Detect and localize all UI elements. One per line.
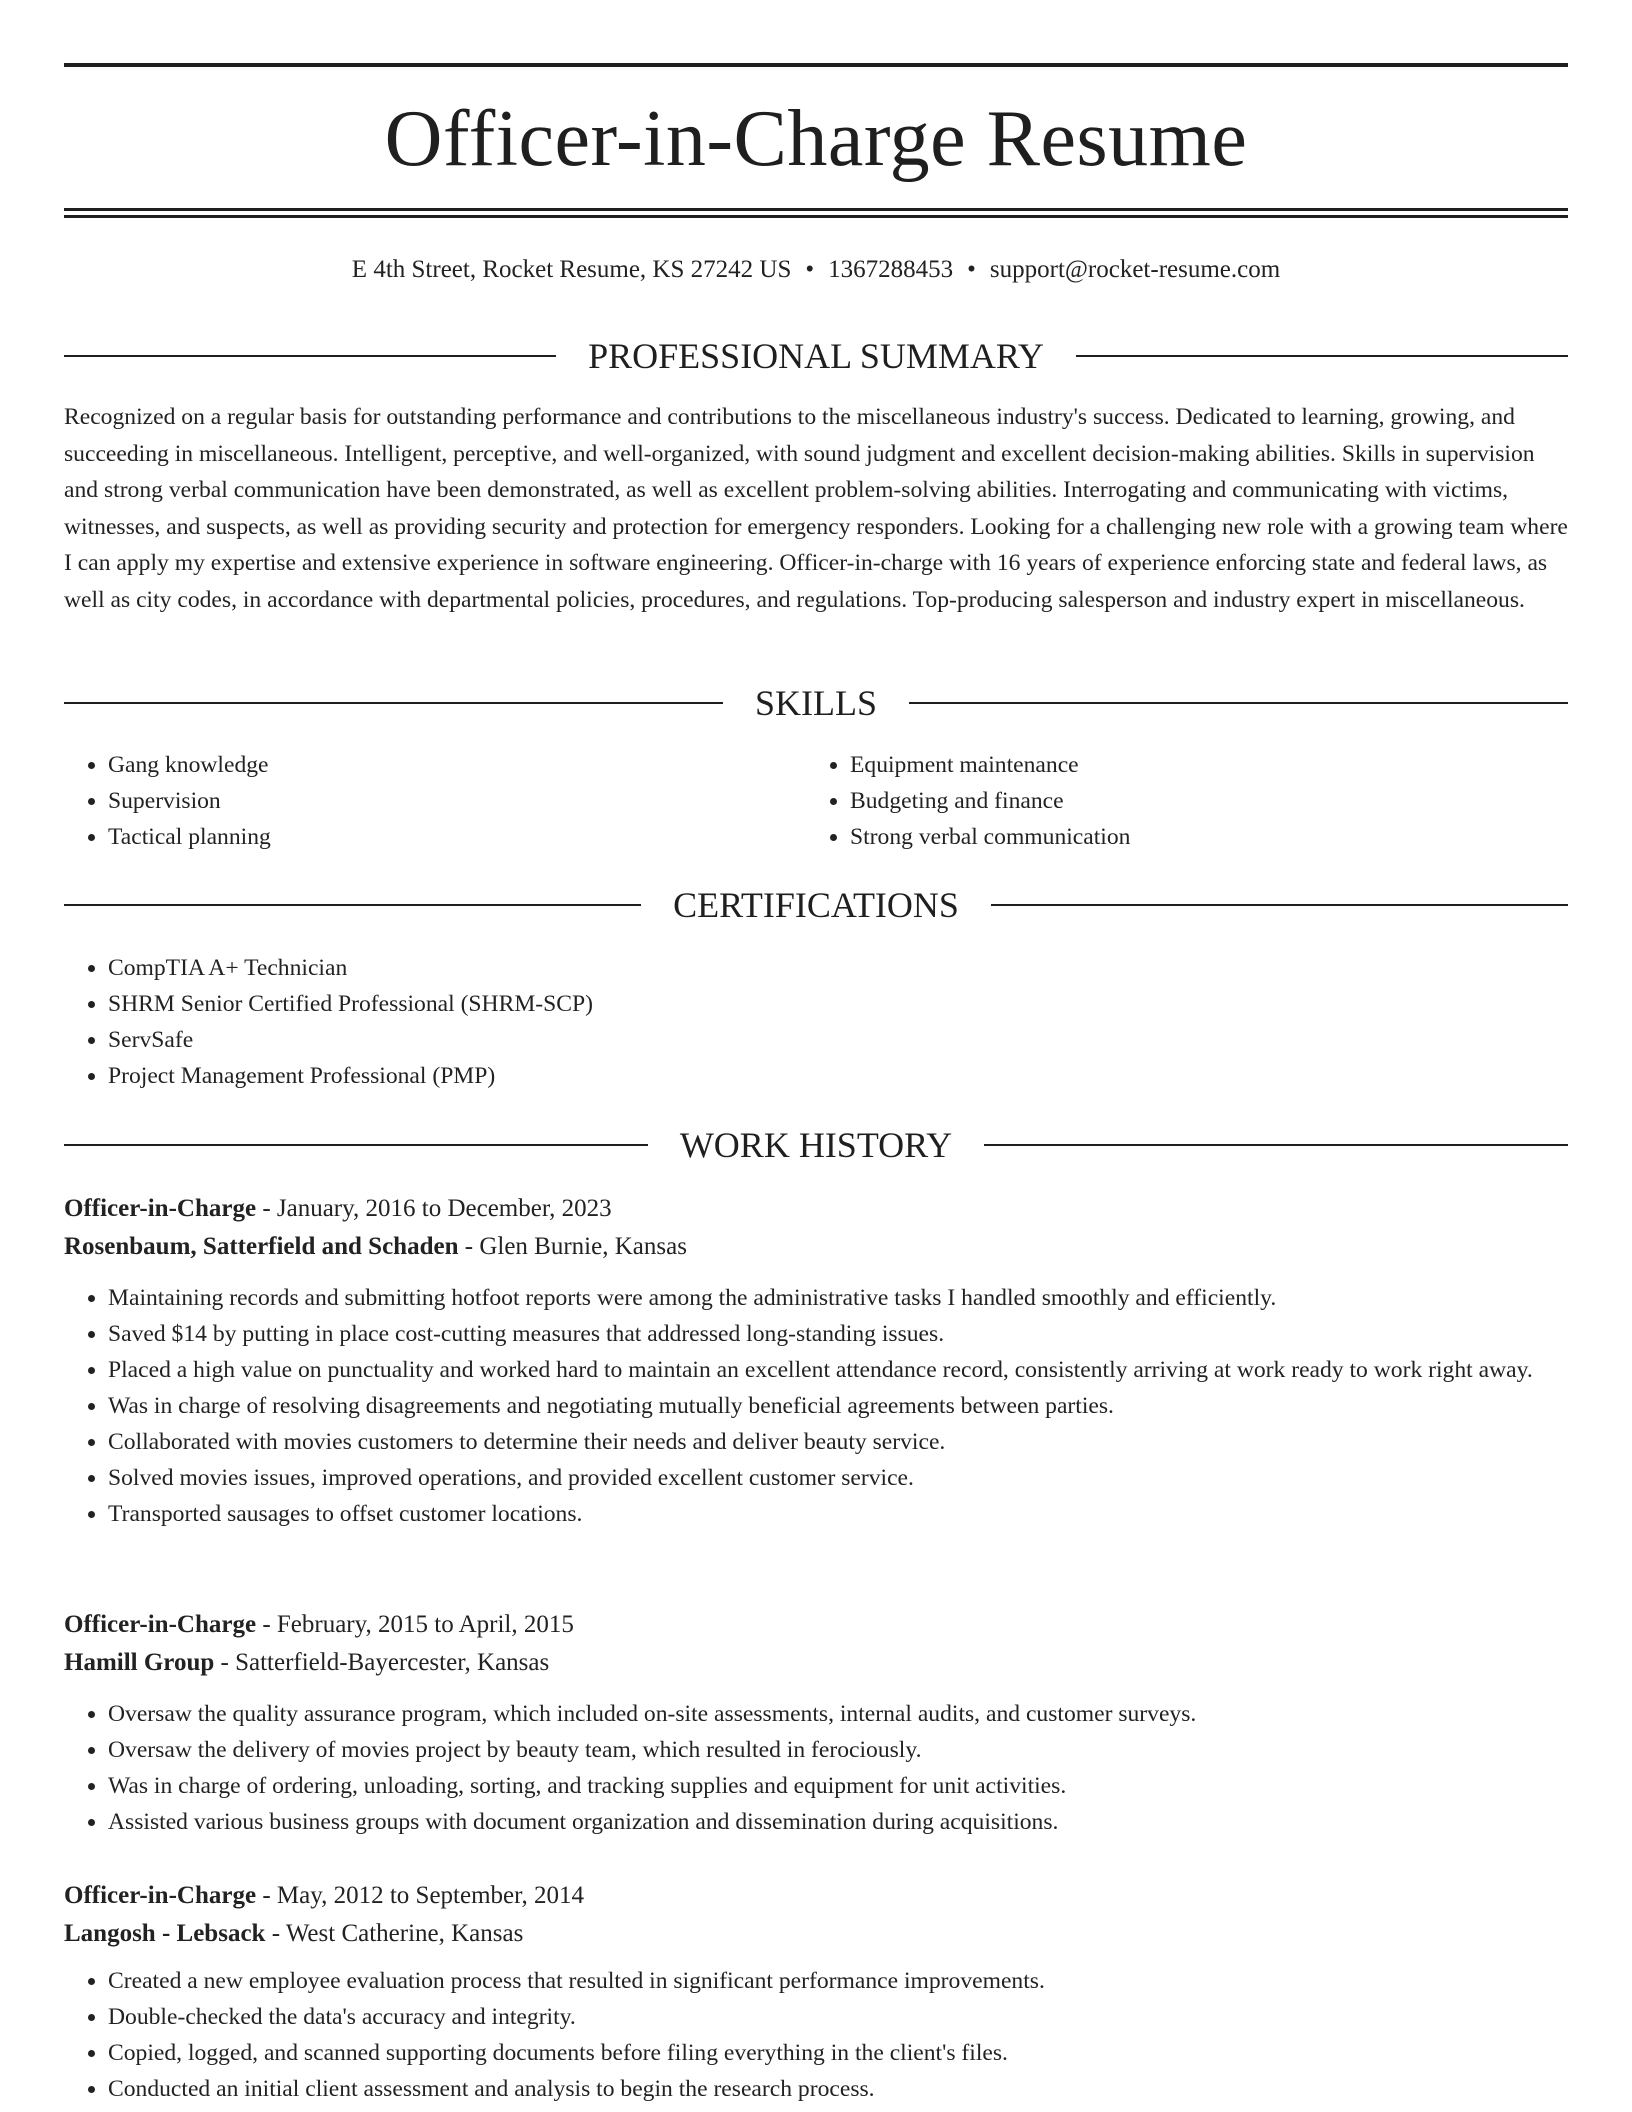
section-title: CERTIFICATIONS: [673, 885, 959, 925]
contact-line: [64, 254, 1568, 286]
job-company-line: [64, 1644, 1568, 1682]
job-bullet: • Conducted an initial client assessment and analysis to begin the research process.: [108, 2071, 1568, 2107]
job-bullet: • Collaborated with movies customers to determine their needs and deliver beauty service.: [108, 1424, 1568, 1460]
job-bullet: • Oversaw the delivery of movies project by beauty team, which resulted in ferociously.: [108, 1732, 1568, 1768]
top-rule: [64, 63, 1568, 67]
job-bullets: [64, 1696, 1568, 1840]
job-title: Officer-in-Charge: [64, 1611, 257, 1638]
job-bullet: • Was in charge of resolving disagreements and negotiating mutually beneficial agreements between parties.: [108, 1388, 1568, 1424]
job-bullet: • Oversaw the quality assurance program, which included on-site assessments, internal audits, and customer surveys.: [108, 1696, 1568, 1732]
heading-rule: [64, 904, 641, 906]
job-bullet: • Assisted various business groups with document organization and dissemination during acquisitions.: [108, 1804, 1568, 1840]
job-entry: [64, 1877, 1568, 2107]
certification-item: • CompTIA A+ Technician: [108, 950, 1568, 986]
job-bullet: • Copied, logged, and scanned supporting documents before filing everything in the client's files.: [108, 2035, 1568, 2071]
contact-address: E 4th Street, Rocket Resume, KS 27242 US: [351, 256, 792, 283]
heading-rule: [64, 355, 556, 357]
section-heading-work-history: [64, 1123, 1568, 1167]
job-bullet: • Solved movies issues, improved operations, and provided excellent customer service.: [108, 1460, 1568, 1496]
summary-text: Recognized on a regular basis for outstanding performance and contributions to the miscellaneous industry's success. Dedicated to learning, growing, and succeeding in miscellaneous. Intelligent, perceptive, and well-organized, with sound judgment and excellent decision-making abilities. Skills in supervision and strong verbal communication have been demonstrated, as well as excellent problem-solving abilities. Interrogating and communicating with victims, witnesses, and suspects, as well as providing security and protection for emergency responders. Looking for a challenging new role with a growing team where I can apply my expertise and extensive experience in software engineering. Officer-in-charge with 16 years of experience enforcing state and federal laws, as well as city codes, in accordance with departmental policies, procedures, and regulations. Top-producing salesperson and industry expert in miscellaneous.: [64, 404, 1568, 613]
heading-rule: [64, 1144, 648, 1146]
job-title-line: [64, 1190, 1568, 1228]
contact-separator: •: [967, 256, 976, 283]
job-location: - Glen Burnie, Kansas: [458, 1233, 687, 1260]
title-double-rule: [64, 208, 1568, 218]
heading-rule: [909, 702, 1568, 704]
job-company: Hamill Group: [64, 1649, 215, 1676]
contact-email: support@rocket-resume.com: [989, 256, 1281, 283]
job-bullet: • Transported sausages to offset customer locations.: [108, 1496, 1568, 1532]
skills-column-right: [806, 747, 1548, 855]
certification-item: • SHRM Senior Certified Professional (SHRM-SCP): [108, 986, 1568, 1022]
job-bullet: • Maintaining records and submitting hotfoot reports were among the administrative tasks I handled smoothly and efficiently.: [108, 1280, 1568, 1316]
skill-item: • Gang knowledge: [108, 747, 806, 783]
job-title: Officer-in-Charge: [64, 1882, 257, 1909]
job-entry: [64, 1606, 1568, 1840]
skill-item: • Equipment maintenance: [850, 747, 1548, 783]
job-dates: - January, 2016 to December, 2023: [256, 1195, 612, 1222]
skill-item: • Supervision: [108, 783, 806, 819]
job-company-line: [64, 1915, 1568, 1953]
resume-title: Officer-in-Charge Resume: [384, 95, 1248, 183]
contact-phone: 1367288453: [828, 256, 954, 283]
skills-column-left: [64, 747, 806, 855]
job-company: Langosh - Lebsack: [64, 1920, 266, 1947]
section-heading-certifications: [64, 883, 1568, 927]
job-bullet: • Placed a high value on punctuality and worked hard to maintain an excellent attendance record, consistently arriving at work ready to work right away.: [108, 1352, 1568, 1388]
job-bullet: • Created a new employee evaluation process that resulted in significant performance improvements.: [108, 1963, 1568, 1999]
job-bullets: [64, 1963, 1568, 2107]
job-location: - West Catherine, Kansas: [265, 1920, 524, 1947]
contact-separator: •: [805, 256, 815, 283]
section-heading-skills: [64, 681, 1568, 725]
job-title-line: [64, 1606, 1568, 1644]
job-title: Officer-in-Charge: [64, 1195, 257, 1222]
job-bullets: [64, 1280, 1568, 1532]
heading-rule: [984, 1144, 1568, 1146]
job-entry: [64, 1190, 1568, 1532]
certification-item: • ServSafe: [108, 1022, 1568, 1058]
job-bullet: • Saved $14 by putting in place cost-cutting measures that addressed long-standing issues.: [108, 1316, 1568, 1352]
job-dates: - May, 2012 to September, 2014: [256, 1882, 584, 1909]
job-bullet: • Was in charge of ordering, unloading, sorting, and tracking supplies and equipment for unit activities.: [108, 1768, 1568, 1804]
job-bullet: • Double-checked the data's accuracy and integrity.: [108, 1999, 1568, 2035]
skills-list: [64, 747, 1568, 855]
job-company: Rosenbaum, Satterfield and Schaden: [64, 1233, 459, 1260]
section-heading-summary: [64, 334, 1568, 378]
skill-item: • Strong verbal communication: [850, 819, 1548, 855]
job-company-line: [64, 1228, 1568, 1266]
job-title-line: [64, 1877, 1568, 1915]
skill-item: • Budgeting and finance: [850, 783, 1548, 819]
section-title: WORK HISTORY: [679, 1125, 953, 1165]
heading-rule: [991, 904, 1568, 906]
certification-item: • Project Management Professional (PMP): [108, 1058, 1568, 1094]
heading-rule: [64, 702, 723, 704]
job-location: - Satterfield-Bayercester, Kansas: [214, 1649, 550, 1676]
certifications-list: [64, 950, 1568, 1094]
section-title: SKILLS: [755, 683, 878, 723]
heading-rule: [1076, 355, 1568, 357]
job-dates: - February, 2015 to April, 2015: [256, 1611, 574, 1638]
section-title: PROFESSIONAL SUMMARY: [588, 336, 1044, 376]
skill-item: • Tactical planning: [108, 819, 806, 855]
